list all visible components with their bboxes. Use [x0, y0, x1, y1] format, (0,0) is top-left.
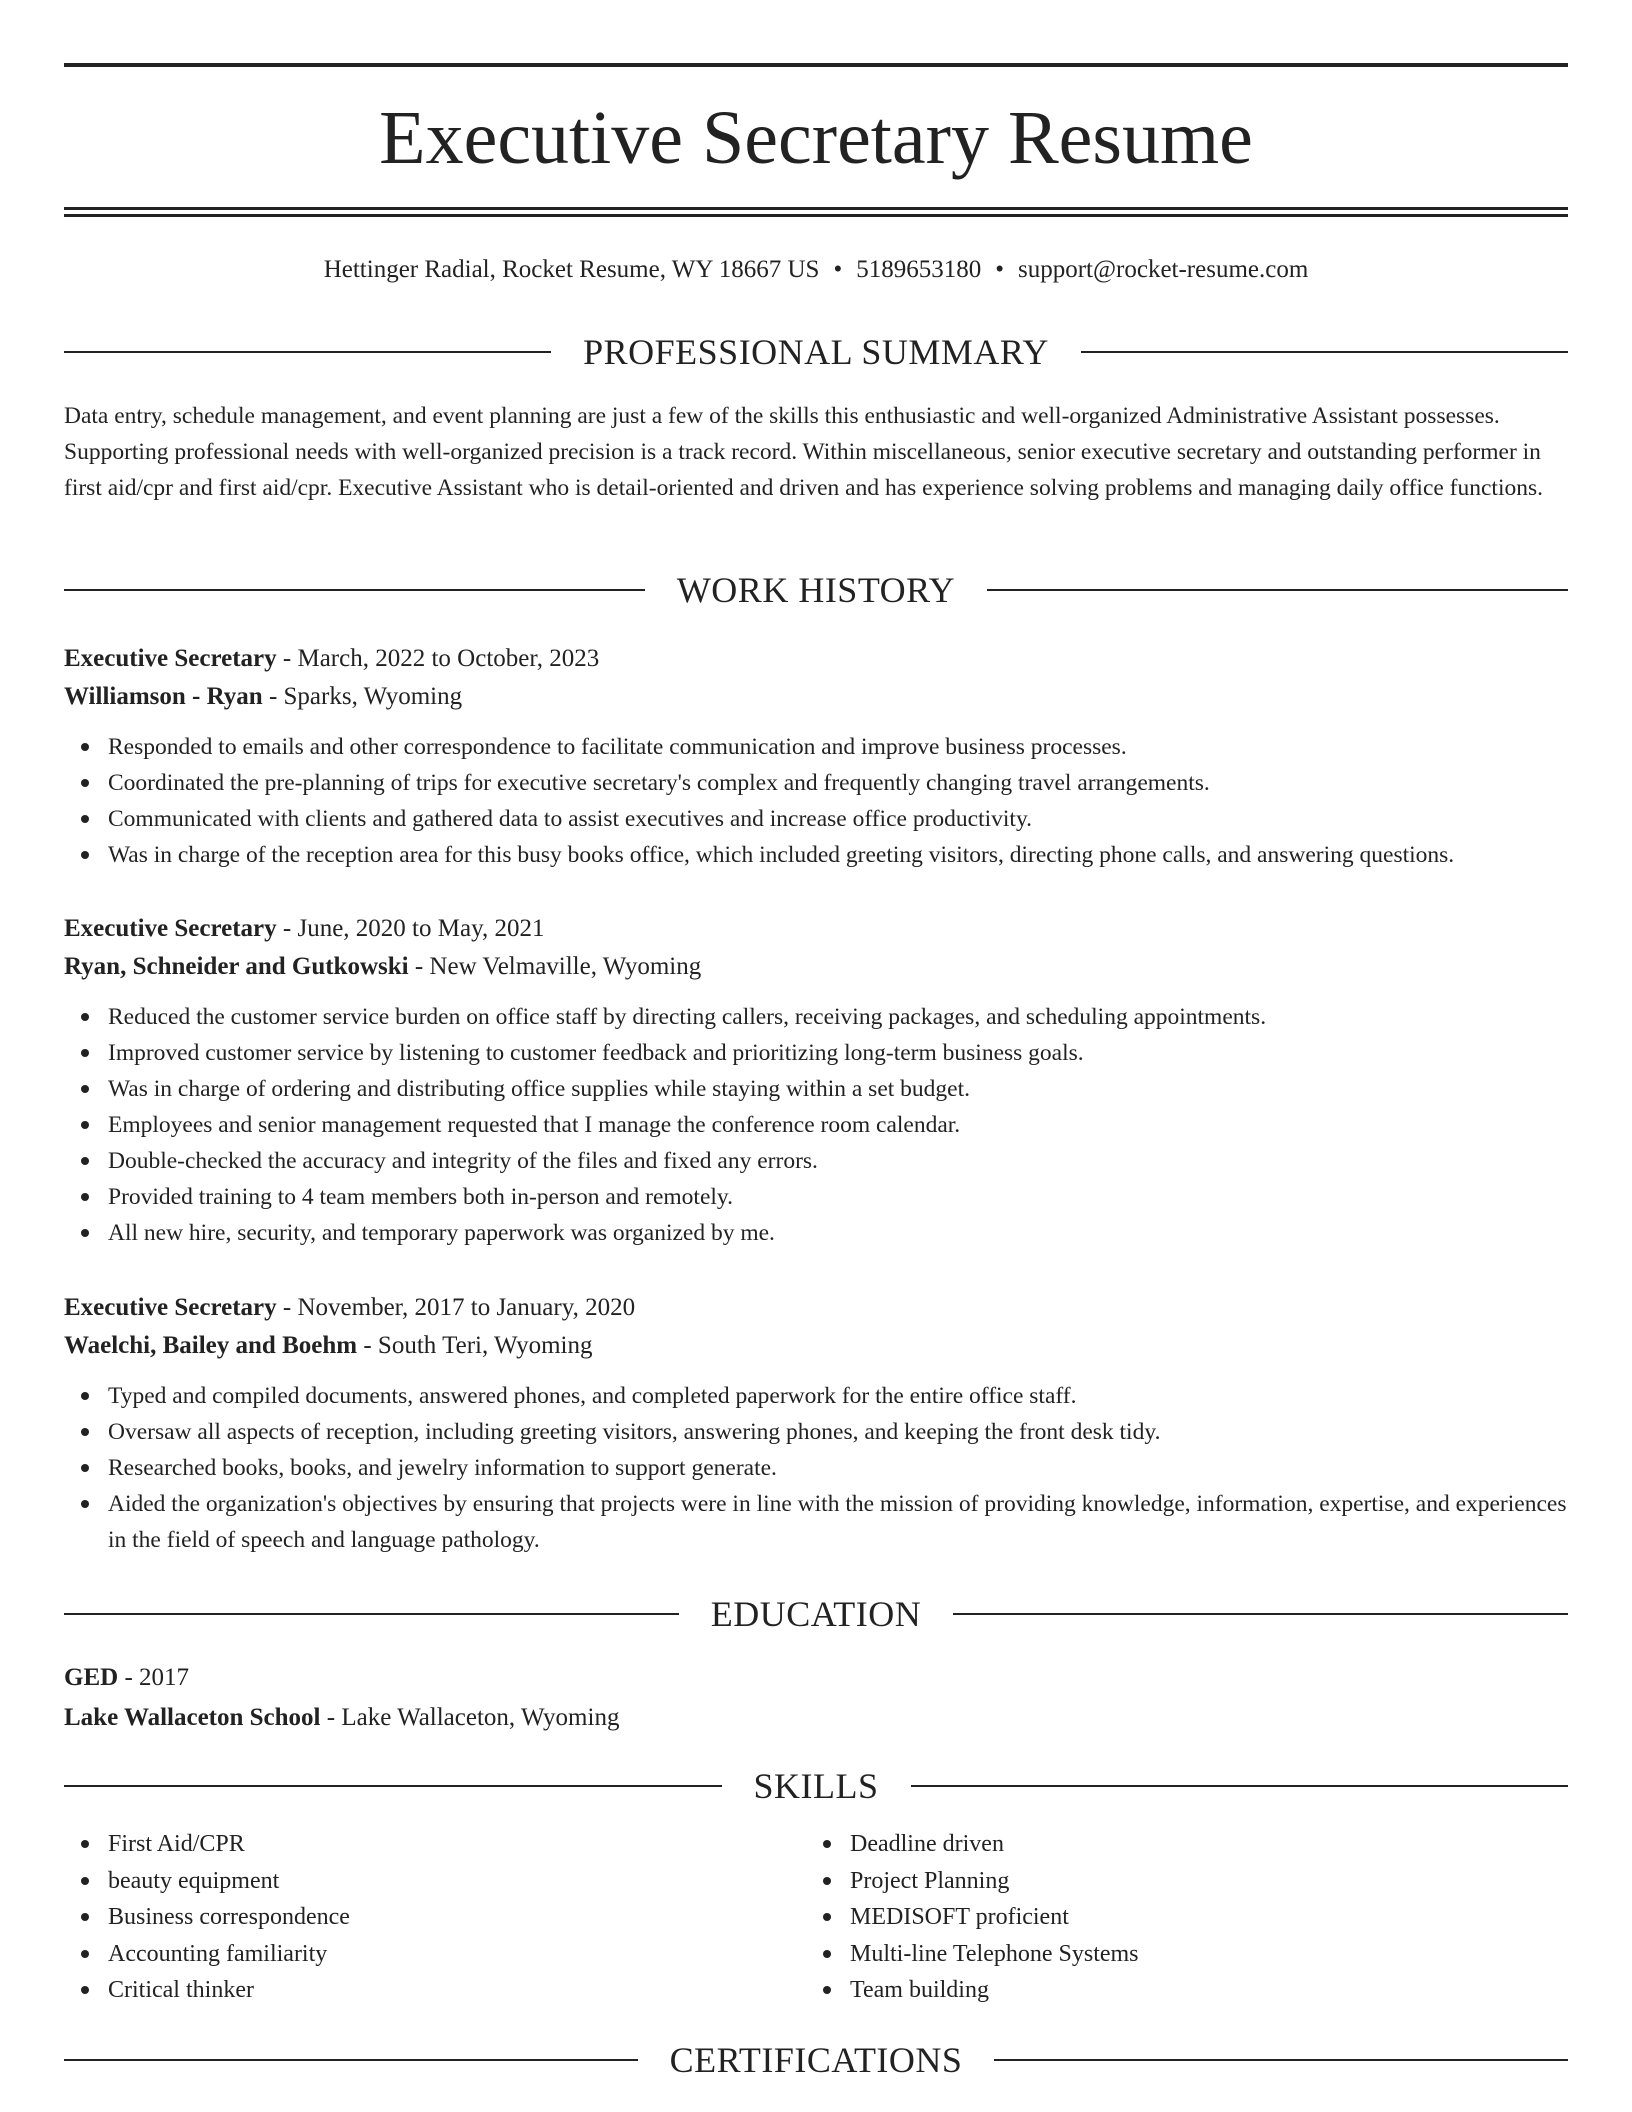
job-location: - South Teri, Wyoming — [357, 1332, 593, 1359]
job-title: Executive Secretary — [64, 1294, 277, 1321]
contact-phone: 5189653180 — [856, 256, 982, 283]
job-bullet: Employees and senior management requested that I manage the conference room calendar. — [108, 1107, 1568, 1143]
job-dates: - March, 2022 to October, 2023 — [276, 645, 600, 672]
job-location: - New Velmaville, Wyoming — [408, 953, 702, 980]
heading-rule — [953, 1613, 1568, 1615]
job-entry — [64, 1289, 1568, 1558]
job-bullets — [64, 1378, 1568, 1558]
education-heading-label: EDUCATION — [710, 1594, 922, 1634]
education-degree: GED — [64, 1664, 119, 1691]
job-title: Executive Secretary — [64, 915, 277, 942]
skill-item: beauty equipment — [108, 1863, 806, 1900]
work-history-heading-label: WORK HISTORY — [676, 570, 956, 610]
heading-rule — [64, 1785, 722, 1787]
job-title-line — [64, 910, 1568, 948]
job-bullet: Oversaw all aspects of reception, including greeting visitors, answering phones, and keeping the front desk tidy. — [108, 1414, 1568, 1450]
skills-list — [64, 1826, 1568, 2009]
contact-separator: • — [995, 256, 1004, 283]
skill-item: Team building — [850, 1972, 1548, 2009]
skills-heading-label: SKILLS — [753, 1766, 879, 1806]
education-entry — [64, 1658, 1568, 1738]
job-company-line — [64, 1327, 1568, 1365]
job-bullet: Provided training to 4 team members both in-person and remotely. — [108, 1179, 1568, 1215]
job-bullet: Responded to emails and other correspondence to facilitate communication and improve business processes. — [108, 729, 1568, 765]
heading-rule — [64, 1613, 679, 1615]
job-title-line — [64, 1289, 1568, 1327]
contact-line — [64, 254, 1568, 286]
job-bullet: Typed and compiled documents, answered phones, and completed paperwork for the entire office staff. — [108, 1378, 1568, 1414]
education-school: Lake Wallaceton School — [64, 1704, 321, 1731]
contact-address: Hettinger Radial, Rocket Resume, WY 18667 US — [323, 256, 820, 283]
heading-rule — [64, 351, 551, 353]
education-heading — [64, 1592, 1568, 1636]
job-bullet: Double-checked the accuracy and integrity of the files and fixed any errors. — [108, 1143, 1568, 1179]
skills-column-right — [806, 1826, 1548, 2009]
job-bullet: All new hire, security, and temporary paperwork was organized by me. — [108, 1215, 1568, 1251]
summary-heading — [64, 330, 1568, 374]
job-entry — [64, 910, 1568, 1251]
job-company-line — [64, 678, 1568, 716]
job-entry — [64, 640, 1568, 873]
skill-item: MEDISOFT proficient — [850, 1899, 1548, 1936]
skill-item: Business correspondence — [108, 1899, 806, 1936]
job-bullet: Was in charge of the reception area for this busy books office, which included greeting visitors, directing phone calls, and answering questions. — [108, 837, 1568, 873]
job-company: Waelchi, Bailey and Boehm — [64, 1332, 358, 1359]
skills-bullets — [64, 1826, 806, 2009]
skills-bullets — [806, 1826, 1548, 2009]
job-dates: - June, 2020 to May, 2021 — [276, 915, 545, 942]
job-location: - Sparks, Wyoming — [262, 683, 463, 710]
resume-title: Executive Secretary Resume — [379, 96, 1253, 180]
summary-heading-label: PROFESSIONAL SUMMARY — [583, 332, 1049, 372]
job-bullet: Aided the organization's objectives by ensuring that projects were in line with the mission of providing knowledge, information, expertise, and experiences in the field of speech and language pathology. — [108, 1486, 1568, 1558]
education-school-line — [64, 1698, 1568, 1738]
heading-rule — [994, 2059, 1568, 2061]
job-title-line — [64, 640, 1568, 678]
skills-column-left — [64, 1826, 806, 2009]
certifications-heading-label: CERTIFICATIONS — [669, 2040, 963, 2080]
job-company: Ryan, Schneider and Gutkowski — [64, 953, 409, 980]
job-bullets — [64, 729, 1568, 873]
contact-email: support@rocket-resume.com — [1018, 256, 1309, 283]
title-double-rule — [64, 207, 1568, 217]
job-bullet: Coordinated the pre-planning of trips for executive secretary's complex and frequently changing travel arrangements. — [108, 765, 1568, 801]
skills-heading — [64, 1764, 1568, 1808]
heading-rule — [911, 1785, 1569, 1787]
heading-rule — [987, 589, 1568, 591]
job-bullet: Communicated with clients and gathered data to assist executives and increase office productivity. — [108, 801, 1568, 837]
summary-text: Data entry, schedule management, and event planning are just a few of the skills this enthusiastic and well-organized Administrative Assistant possesses. Supporting professional needs with well-organized precision is a track record. Within miscellaneous, senior executive secretary and outstanding performer in first aid/cpr and first aid/cpr. Executive Assistant who is detail-oriented and driven and has experience solving problems and managing daily office functions. — [64, 403, 1544, 501]
job-title: Executive Secretary — [64, 645, 277, 672]
job-company: Williamson - Ryan — [64, 683, 263, 710]
skill-item: Project Planning — [850, 1863, 1548, 1900]
job-dates: - November, 2017 to January, 2020 — [276, 1294, 636, 1321]
education-year: - 2017 — [118, 1664, 190, 1691]
education-degree-line — [64, 1658, 1568, 1698]
skill-item: Deadline driven — [850, 1826, 1548, 1863]
job-bullet: Researched books, books, and jewelry information to support generate. — [108, 1450, 1568, 1486]
skill-item: Critical thinker — [108, 1972, 806, 2009]
heading-rule — [1081, 351, 1568, 353]
education-location: - Lake Wallaceton, Wyoming — [320, 1704, 620, 1731]
contact-separator: • — [833, 256, 843, 283]
skill-item: Multi-line Telephone Systems — [850, 1936, 1548, 1973]
work-history-heading — [64, 568, 1568, 612]
job-bullet: Was in charge of ordering and distributing office supplies while staying within a set budget. — [108, 1071, 1568, 1107]
job-bullets — [64, 999, 1568, 1251]
job-bullet: Improved customer service by listening to customer feedback and prioritizing long-term business goals. — [108, 1035, 1568, 1071]
heading-rule — [64, 2059, 638, 2061]
skill-item: Accounting familiarity — [108, 1936, 806, 1973]
top-rule — [64, 63, 1568, 67]
job-bullet: Reduced the customer service burden on office staff by directing callers, receiving packages, and scheduling appointments. — [108, 999, 1568, 1035]
job-company-line — [64, 948, 1568, 986]
heading-rule — [64, 589, 645, 591]
skill-item: First Aid/CPR — [108, 1826, 806, 1863]
certifications-heading — [64, 2038, 1568, 2082]
